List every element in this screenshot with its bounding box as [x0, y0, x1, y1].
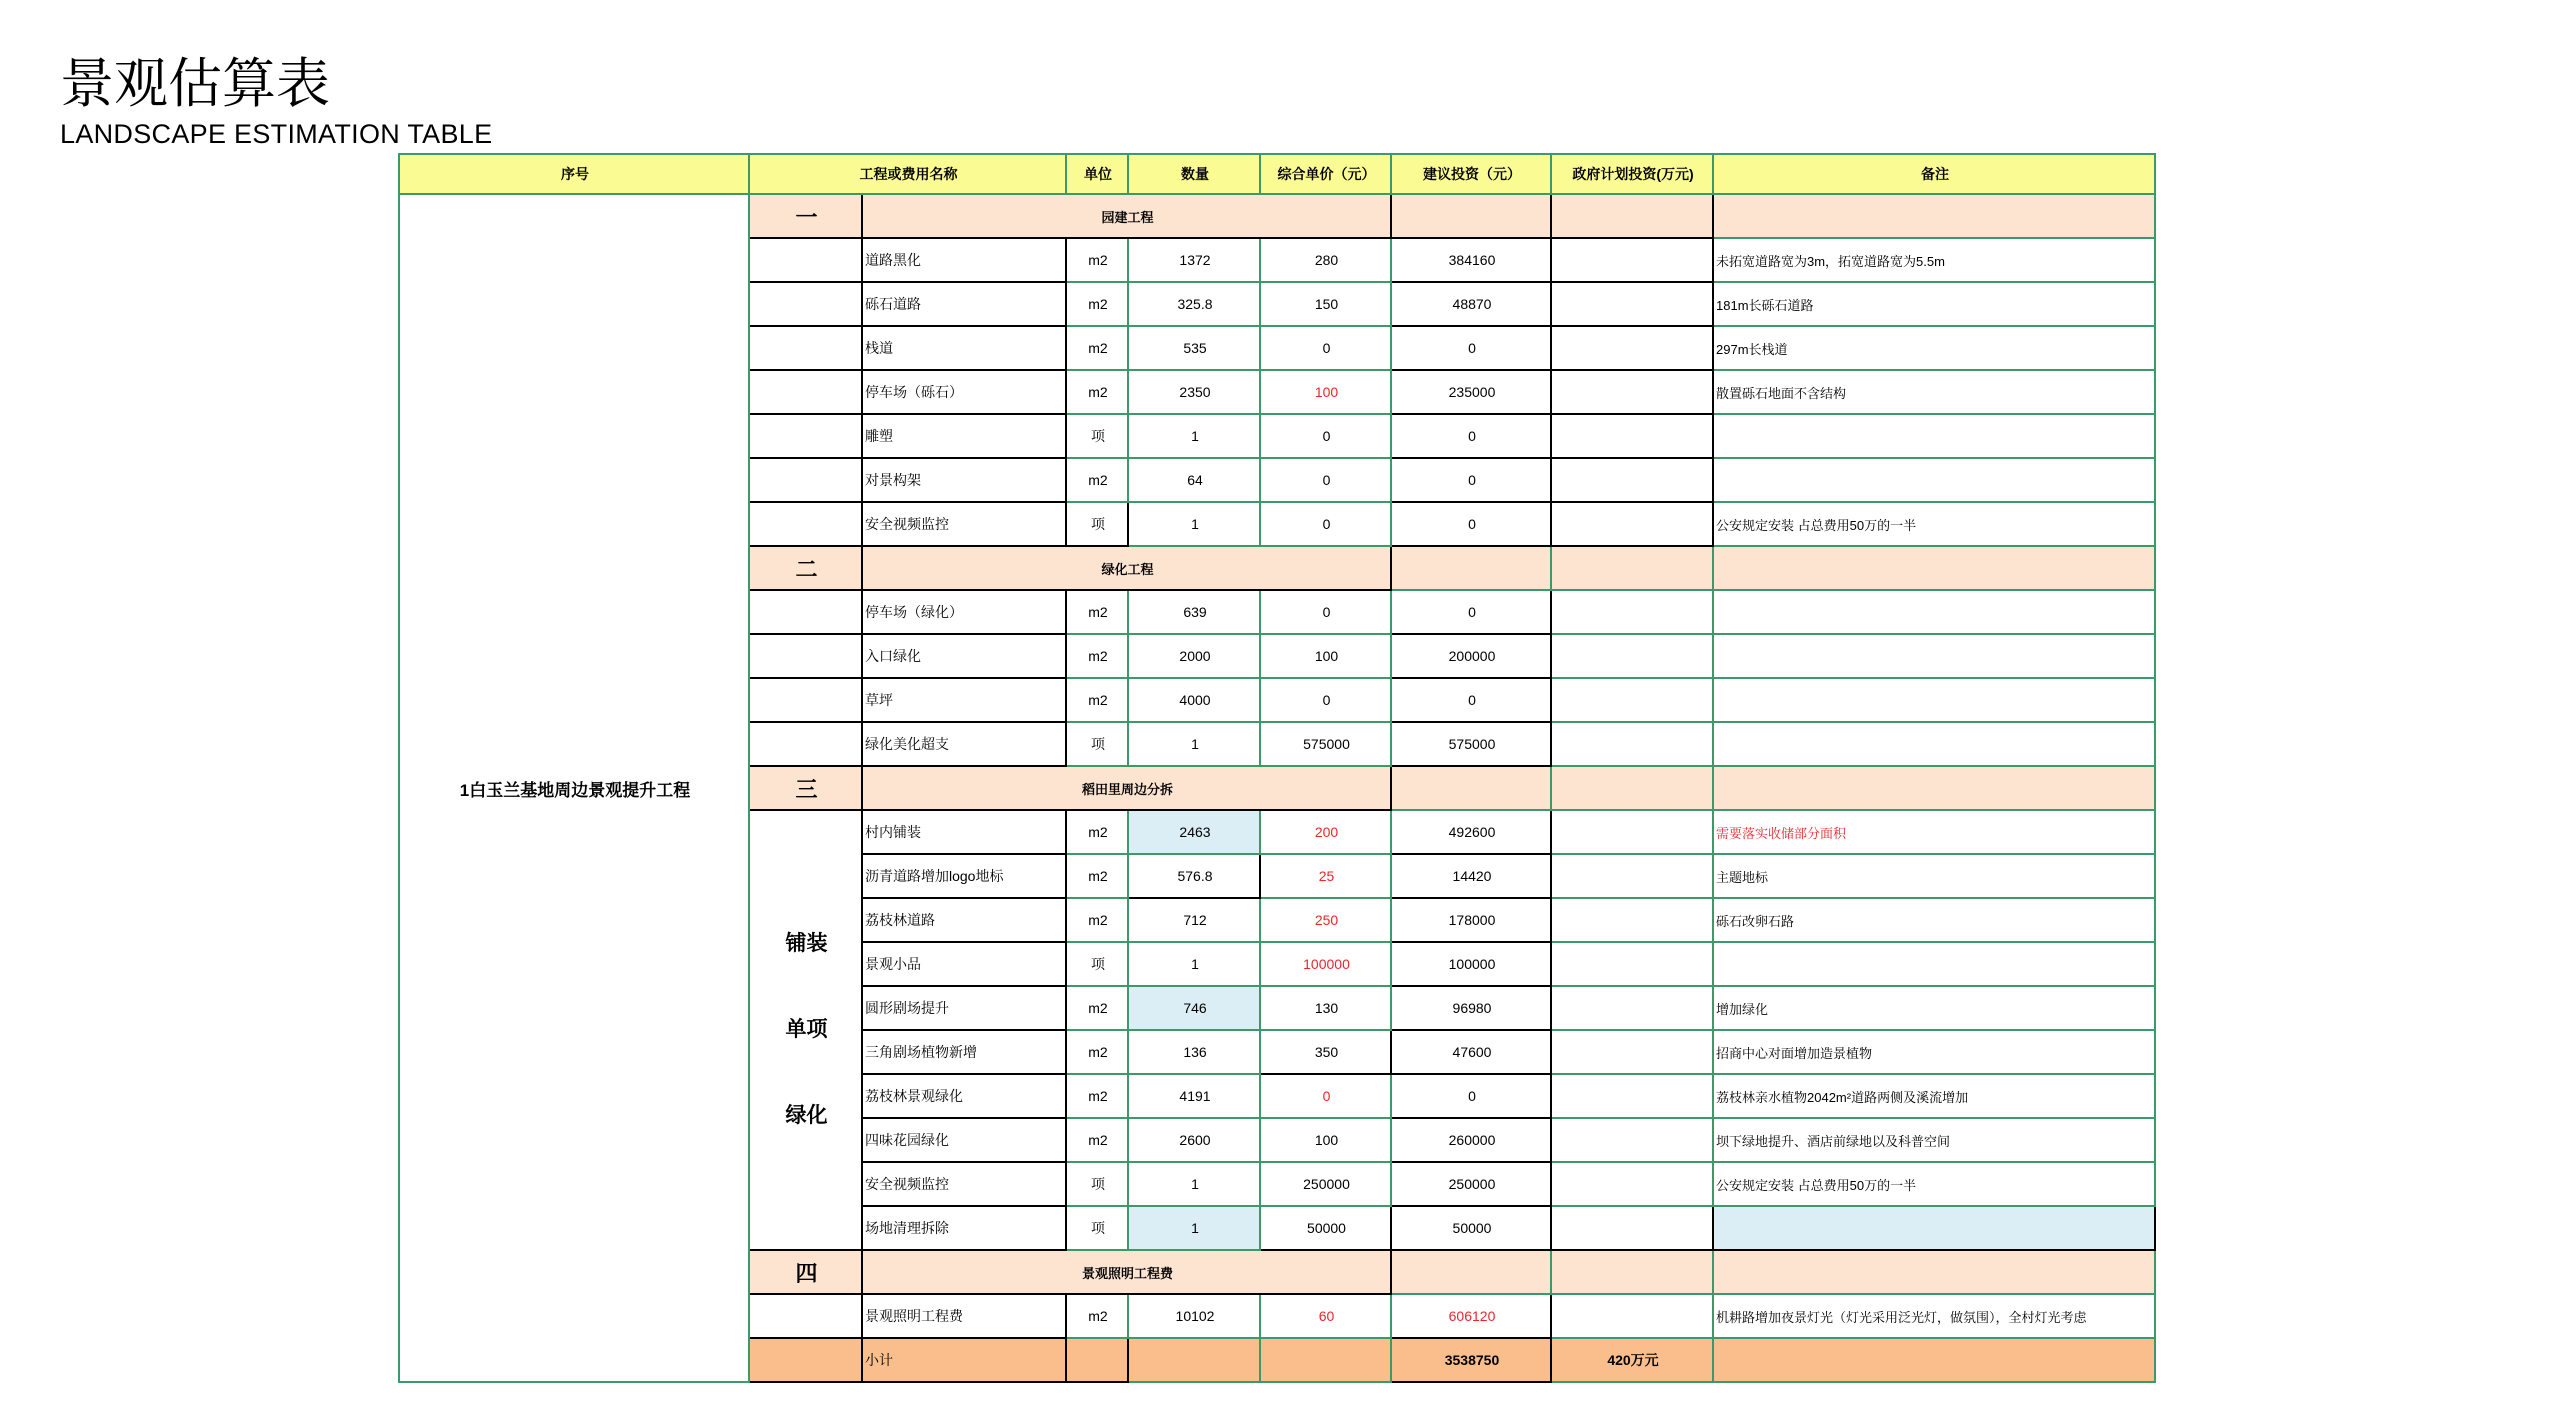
cell-qty: 2600: [1128, 1118, 1260, 1162]
cell-gov: [1551, 1206, 1713, 1250]
header-name: 工程或费用名称: [749, 154, 1066, 194]
total-invest: 3538750: [1391, 1338, 1551, 1382]
cell-name: 三角剧场植物新增: [862, 1030, 1066, 1074]
table-header: [399, 154, 2155, 194]
cell-unit: m2: [1066, 854, 1128, 898]
project-name: 1白玉兰基地周边景观提升工程: [399, 194, 749, 1382]
cell-unit: 项: [1066, 942, 1128, 986]
header-unit: 单位: [1066, 154, 1128, 194]
cell-qty: 1: [1128, 722, 1260, 766]
cell-name: 场地清理拆除: [862, 1206, 1066, 1250]
cell-invest: 492600: [1391, 810, 1551, 854]
cell-price: 0: [1260, 590, 1391, 634]
cell-unit: m2: [1066, 1118, 1128, 1162]
cell-price: 250: [1260, 898, 1391, 942]
cell-note: 未拓宽道路宽为3m，拓宽道路宽为5.5m: [1713, 238, 2155, 282]
cell-unit: 项: [1066, 1206, 1128, 1250]
cell-gov: [1551, 414, 1713, 458]
section-number: 一: [749, 194, 862, 238]
cell-qty: 2463: [1128, 810, 1260, 854]
cell-price: 50000: [1260, 1206, 1391, 1250]
cell-note: 297m长栈道: [1713, 326, 2155, 370]
cell-qty: 325.8: [1128, 282, 1260, 326]
cell-qty: 10102: [1128, 1294, 1260, 1338]
cell-qty: 64: [1128, 458, 1260, 502]
cell-name: 安全视频监控: [862, 502, 1066, 546]
total-gov: 420万元: [1551, 1338, 1713, 1382]
cell-gov: [1551, 634, 1713, 678]
header-seq: 序号: [399, 154, 749, 194]
cell-name: 草坪: [862, 678, 1066, 722]
cell-invest: 14420: [1391, 854, 1551, 898]
cell-gov: [1551, 1030, 1713, 1074]
cell-qty: 4191: [1128, 1074, 1260, 1118]
cell-price: 130: [1260, 986, 1391, 1030]
cell-note: 增加绿化: [1713, 986, 2155, 1030]
cell-price: 100000: [1260, 942, 1391, 986]
cell-gov: [1551, 590, 1713, 634]
cell-qty: 136: [1128, 1030, 1260, 1074]
cell-invest: 260000: [1391, 1118, 1551, 1162]
section-row: [399, 194, 2155, 238]
cell-gov: [1551, 1074, 1713, 1118]
cell-unit: m2: [1066, 1294, 1128, 1338]
section-number: 三: [749, 766, 862, 810]
cell-unit: m2: [1066, 634, 1128, 678]
cell-price: 0: [1260, 414, 1391, 458]
section-name: 稻田里周边分拆: [862, 766, 1391, 810]
cell-gov: [1551, 282, 1713, 326]
cell-qty: 1: [1128, 1206, 1260, 1250]
cell-qty: 1: [1128, 502, 1260, 546]
cell-invest: 606120: [1391, 1294, 1551, 1338]
group-label-single: 单项: [785, 1018, 828, 1041]
cell-invest: 0: [1391, 458, 1551, 502]
total-label: 小计: [862, 1338, 1066, 1382]
cell-invest: 100000: [1391, 942, 1551, 986]
cell-invest: 0: [1391, 1074, 1551, 1118]
cell-unit: m2: [1066, 810, 1128, 854]
cell-unit: m2: [1066, 326, 1128, 370]
cell-price: 0: [1260, 502, 1391, 546]
cell-invest: 50000: [1391, 1206, 1551, 1250]
cell-unit: m2: [1066, 370, 1128, 414]
cell-price: 280: [1260, 238, 1391, 282]
cell-gov: [1551, 854, 1713, 898]
cell-unit: m2: [1066, 590, 1128, 634]
cell-invest: 0: [1391, 326, 1551, 370]
cell-qty: 1372: [1128, 238, 1260, 282]
cell-name: 栈道: [862, 326, 1066, 370]
cell-name: 入口绿化: [862, 634, 1066, 678]
cell-name: 停车场（砾石）: [862, 370, 1066, 414]
cell-note: [1713, 414, 2155, 458]
section-name: 绿化工程: [862, 546, 1391, 590]
cell-invest: 235000: [1391, 370, 1551, 414]
cell-qty: 2350: [1128, 370, 1260, 414]
cell-gov: [1551, 1118, 1713, 1162]
cell-price: 0: [1260, 458, 1391, 502]
cell-price: 0: [1260, 1074, 1391, 1118]
cell-qty: 1: [1128, 1162, 1260, 1206]
header-qty: 数量: [1128, 154, 1260, 194]
cell-unit: 项: [1066, 722, 1128, 766]
cell-gov: [1551, 370, 1713, 414]
cell-price: 250000: [1260, 1162, 1391, 1206]
header-note: 备注: [1713, 154, 2155, 194]
cell-gov: [1551, 238, 1713, 282]
cell-price: 100: [1260, 634, 1391, 678]
cell-price: 60: [1260, 1294, 1391, 1338]
page-subtitle: LANDSCAPE ESTIMATION TABLE: [60, 119, 493, 149]
section-name: 园建工程: [862, 194, 1391, 238]
cell-qty: 4000: [1128, 678, 1260, 722]
header-invest: 建议投资（元）: [1391, 154, 1551, 194]
cell-note: 机耕路增加夜景灯光（灯光采用泛光灯，做氛围），全村灯光考虑: [1713, 1294, 2155, 1338]
cell-qty: 576.8: [1128, 854, 1260, 898]
cell-gov: [1551, 942, 1713, 986]
header-gov: 政府计划投资(万元): [1551, 154, 1713, 194]
cell-price: 0: [1260, 678, 1391, 722]
cell-name: 对景构架: [862, 458, 1066, 502]
cell-note: [1713, 1206, 2155, 1250]
cell-note: [1713, 942, 2155, 986]
cell-invest: 48870: [1391, 282, 1551, 326]
cell-note: 散置砾石地面不含结构: [1713, 370, 2155, 414]
cell-unit: m2: [1066, 678, 1128, 722]
cell-gov: [1551, 502, 1713, 546]
cell-gov: [1551, 986, 1713, 1030]
cell-price: 350: [1260, 1030, 1391, 1074]
cell-unit: m2: [1066, 986, 1128, 1030]
cell-name: 村内铺装: [862, 810, 1066, 854]
cell-note: 砾石改卵石路: [1713, 898, 2155, 942]
cell-note: [1713, 722, 2155, 766]
cell-gov: [1551, 810, 1713, 854]
cell-gov: [1551, 1162, 1713, 1206]
cell-note: 公安规定安装 占总费用50万的一半: [1713, 1162, 2155, 1206]
cell-note: [1713, 634, 2155, 678]
cell-invest: 384160: [1391, 238, 1551, 282]
cell-name: 景观小品: [862, 942, 1066, 986]
cell-unit: 项: [1066, 1162, 1128, 1206]
cell-unit: 项: [1066, 414, 1128, 458]
cell-gov: [1551, 1294, 1713, 1338]
cell-invest: 96980: [1391, 986, 1551, 1030]
cell-qty: 639: [1128, 590, 1260, 634]
cell-unit: m2: [1066, 458, 1128, 502]
cell-gov: [1551, 722, 1713, 766]
cell-note: 需要落实收储部分面积: [1713, 810, 2155, 854]
section-name: 景观照明工程费: [862, 1250, 1391, 1294]
cell-name: 砾石道路: [862, 282, 1066, 326]
cell-name: 圆形剧场提升: [862, 986, 1066, 1030]
cell-invest: 0: [1391, 590, 1551, 634]
cell-invest: 178000: [1391, 898, 1551, 942]
cell-invest: 0: [1391, 678, 1551, 722]
cell-invest: 250000: [1391, 1162, 1551, 1206]
cell-qty: 1: [1128, 942, 1260, 986]
cell-unit: m2: [1066, 1074, 1128, 1118]
cell-price: 200: [1260, 810, 1391, 854]
cell-name: 荔枝林景观绿化: [862, 1074, 1066, 1118]
cell-gov: [1551, 898, 1713, 942]
cell-name: 荔枝林道路: [862, 898, 1066, 942]
cell-note: 坝下绿地提升、酒店前绿地以及科普空间: [1713, 1118, 2155, 1162]
cell-price: 0: [1260, 326, 1391, 370]
cell-name: 安全视频监控: [862, 1162, 1066, 1206]
section-number: 四: [749, 1250, 862, 1294]
estimation-table: [398, 153, 2156, 1383]
cell-unit: m2: [1066, 238, 1128, 282]
cell-price: 25: [1260, 854, 1391, 898]
cell-note: 181m长砾石道路: [1713, 282, 2155, 326]
cell-name: 四味花园绿化: [862, 1118, 1066, 1162]
cell-name: 沥青道路增加logo地标: [862, 854, 1066, 898]
cell-unit: m2: [1066, 1030, 1128, 1074]
cell-price: 150: [1260, 282, 1391, 326]
cell-note: 公安规定安装 占总费用50万的一半: [1713, 502, 2155, 546]
cell-qty: 2000: [1128, 634, 1260, 678]
cell-name: 道路黑化: [862, 238, 1066, 282]
cell-invest: 200000: [1391, 634, 1551, 678]
cell-invest: 575000: [1391, 722, 1551, 766]
group-label-paving: 铺装: [785, 932, 828, 955]
cell-note: [1713, 458, 2155, 502]
header-price: 综合单价（元）: [1260, 154, 1391, 194]
cell-note: 招商中心对面增加造景植物: [1713, 1030, 2155, 1074]
cell-price: 100: [1260, 370, 1391, 414]
group-labels: [749, 810, 862, 1250]
cell-note: [1713, 590, 2155, 634]
cell-name: 雕塑: [862, 414, 1066, 458]
cell-name: 景观照明工程费: [862, 1294, 1066, 1338]
cell-note: 荔枝林亲水植物2042m²道路两侧及溪流增加: [1713, 1074, 2155, 1118]
cell-name: 绿化美化超支: [862, 722, 1066, 766]
cell-name: 停车场（绿化）: [862, 590, 1066, 634]
cell-invest: 47600: [1391, 1030, 1551, 1074]
cell-invest: 0: [1391, 502, 1551, 546]
cell-note: [1713, 678, 2155, 722]
cell-gov: [1551, 458, 1713, 502]
cell-unit: m2: [1066, 898, 1128, 942]
cell-price: 575000: [1260, 722, 1391, 766]
cell-qty: 1: [1128, 414, 1260, 458]
cell-note: 主题地标: [1713, 854, 2155, 898]
cell-price: 100: [1260, 1118, 1391, 1162]
section-number: 二: [749, 546, 862, 590]
group-label-greening: 绿化: [785, 1104, 828, 1127]
cell-invest: 0: [1391, 414, 1551, 458]
page-title: 景观估算表: [60, 52, 330, 115]
cell-unit: m2: [1066, 282, 1128, 326]
cell-qty: 746: [1128, 986, 1260, 1030]
cell-unit: 项: [1066, 502, 1128, 546]
cell-gov: [1551, 678, 1713, 722]
cell-gov: [1551, 326, 1713, 370]
cell-qty: 712: [1128, 898, 1260, 942]
cell-qty: 535: [1128, 326, 1260, 370]
